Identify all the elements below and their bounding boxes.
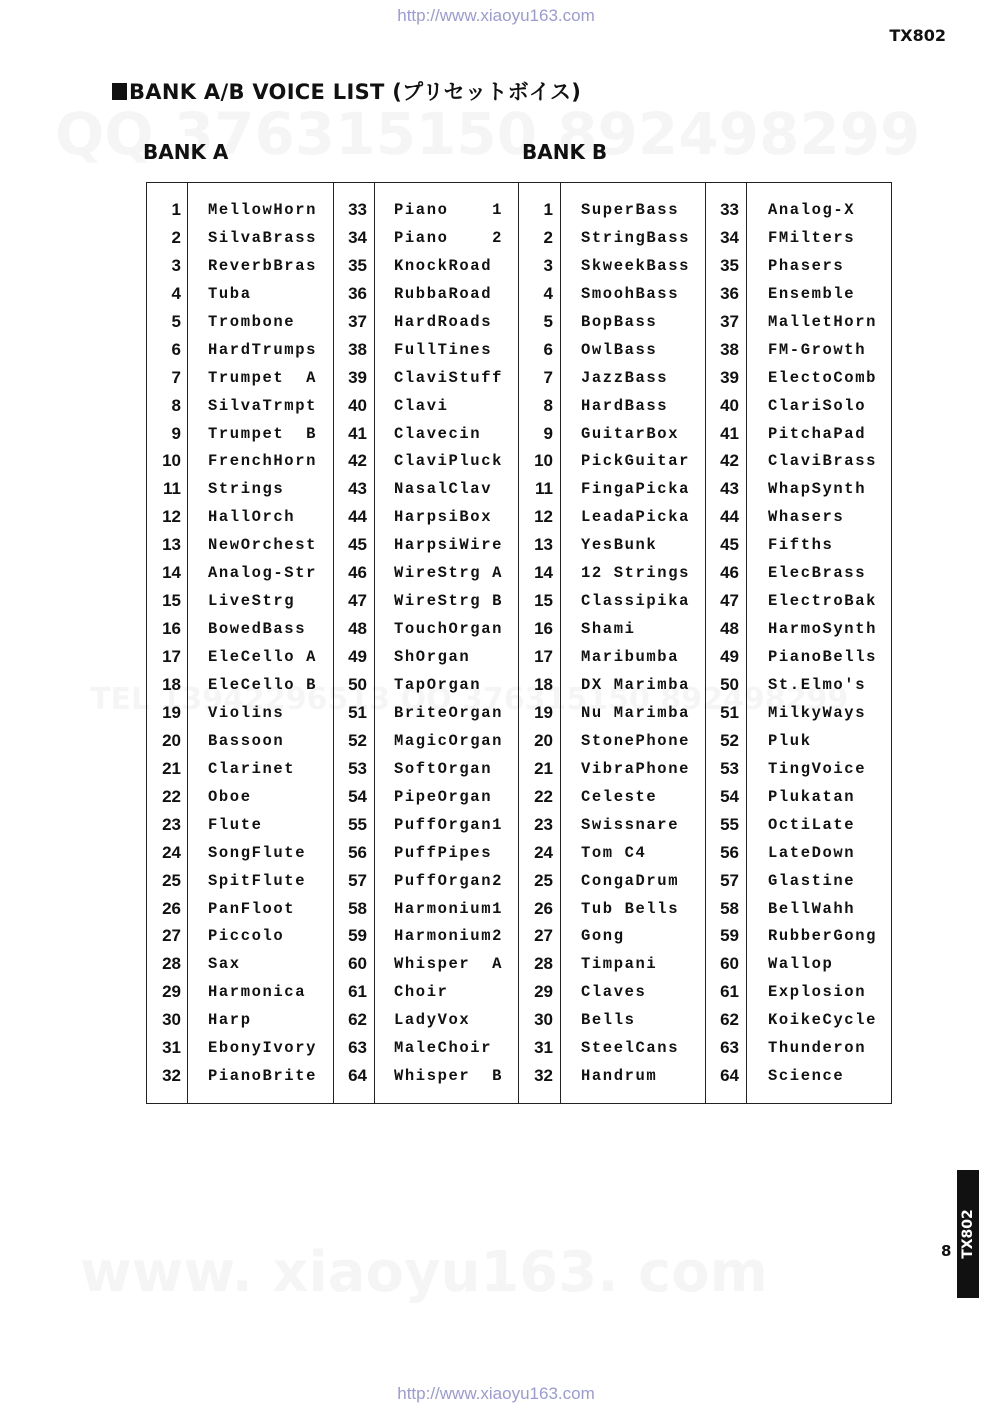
bank-a-voice-name: Piccolo (208, 927, 285, 946)
bank-a-voice-number: 3 (171, 255, 181, 275)
bank-b-voice-name: GuitarBox (581, 424, 680, 443)
bank-a-voice-number: 52 (348, 730, 367, 750)
bank-b-voice-name: HardBass (581, 396, 669, 415)
bank-b-voice-name: Handrum (581, 1067, 658, 1086)
bank-a-voice-number: 42 (348, 451, 367, 471)
bank-b-voice-number: 39 (720, 367, 739, 387)
bank-b-voice-name: ElectroBak (768, 592, 878, 611)
bank-a-voice-number: 41 (348, 423, 367, 443)
bank-b-voice-number: 51 (720, 702, 739, 722)
bank-b-voice-number: 42 (720, 451, 739, 471)
bank-b-voice-number: 45 (720, 535, 739, 555)
bank-a-voice-number: 49 (348, 647, 367, 667)
bank-b-voice-number: 24 (534, 842, 553, 862)
bank-b-voice-number: 4 (543, 283, 553, 303)
bank-a-voice-name: MellowHorn (208, 201, 318, 219)
bank-a-voice-name: EleCello A (208, 648, 318, 667)
bank-b-voice-number: 14 (534, 563, 553, 583)
bank-b-voice-number: 35 (720, 255, 739, 275)
bank-b-voice-name: SuperBass (581, 201, 680, 219)
bank-a-voice-number: 62 (348, 1010, 367, 1030)
bank-a-voice-number: 12 (162, 507, 181, 527)
bank-a-voice-number: 38 (348, 339, 367, 359)
page-number: 8 (941, 1242, 952, 1260)
bank-b-voice-name: ClariSolo (768, 396, 867, 415)
bank-b-voice-number: 41 (720, 423, 739, 443)
bank-b-voice-name: OctiLate (768, 815, 856, 834)
bank-b-voice-name: SteelCans (581, 1039, 680, 1058)
bank-b-voice-number: 27 (534, 926, 553, 946)
bank-a-voice-number: 1 (171, 200, 181, 219)
bank-b-voice-name: JazzBass (581, 368, 669, 387)
column-divider (560, 183, 561, 1103)
bank-a-voice-number: 7 (171, 367, 181, 387)
bank-b-voice-number: 19 (534, 702, 553, 722)
bank-a-voice-name: NasalClav (394, 480, 493, 499)
bank-a-voice-number: 29 (162, 982, 181, 1002)
bank-a-voice-number: 6 (171, 339, 181, 359)
bank-b-voice-name: MilkyWays (768, 703, 867, 722)
bank-a-voice-name: ClaviPluck (394, 452, 504, 471)
voice-list-table (146, 182, 892, 1104)
bank-b-voice-number: 54 (720, 786, 739, 806)
bank-a-voice-name: ShOrgan (394, 648, 471, 667)
bank-a-voice-name: ClaviStuff (394, 368, 504, 387)
bank-b-voice-number: 3 (543, 255, 553, 275)
bank-b-voice-number: 60 (720, 954, 739, 974)
bank-b-heading: BANK B (522, 140, 608, 164)
bank-a-voice-number: 32 (162, 1066, 181, 1086)
bank-a-voice-number: 60 (348, 954, 367, 974)
bank-b-voice-name: OwlBass (581, 340, 658, 359)
bank-a-voice-name: MaleChoir (394, 1039, 493, 1058)
bank-a-voice-name: LadyVox (394, 1011, 471, 1030)
bank-b-voice-number: 61 (720, 982, 739, 1002)
bank-b-voice-number: 38 (720, 339, 739, 359)
bank-b-voice-name: FingaPicka (581, 480, 691, 499)
bank-a-voice-name: Harp (208, 1011, 252, 1030)
bank-a-voice-name: Whisper B (394, 1067, 504, 1086)
bank-a-voice-number: 35 (348, 255, 367, 275)
bank-a-voice-name: FrenchHorn (208, 452, 318, 471)
bank-a-voice-name: SoftOrgan (394, 759, 493, 778)
bank-b-voice-name: StringBass (581, 228, 691, 247)
bank-b-voice-name: MalletHorn (768, 312, 878, 331)
bank-b-voice-name: St.Elmo's (768, 675, 867, 694)
bank-b-voice-name: Thunderon (768, 1039, 867, 1058)
bank-a-voice-number: 21 (162, 758, 181, 778)
bank-b-voice-name: Claves (581, 983, 647, 1002)
bank-a-voice-name: HardTrumps (208, 340, 318, 359)
bullet-square-icon (112, 83, 127, 100)
bank-b-voice-name: Fifths (768, 536, 834, 555)
bank-b-voice-name: Celeste (581, 787, 658, 806)
bank-a-voice-name: HarpsiBox (394, 508, 493, 527)
bank-b-voice-number: 44 (720, 507, 739, 527)
bank-b-voice-name: StonePhone (581, 731, 691, 750)
bank-a-voice-name: SpitFlute (208, 871, 307, 890)
bank-b-voice-number: 28 (534, 954, 553, 974)
bank-b-voice-number: 33 (720, 200, 739, 219)
bank-a-voice-number: 48 (348, 619, 367, 639)
bank-b-voice-number: 23 (534, 814, 553, 834)
bank-a-voice-number: 28 (162, 954, 181, 974)
bank-b-voice-name: ElecBrass (768, 564, 867, 583)
bank-a-voice-number: 13 (162, 535, 181, 555)
bank-b-voice-number: 30 (534, 1010, 553, 1030)
bank-a-voice-name: ReverbBras (208, 256, 318, 275)
bank-b-voice-number: 48 (720, 619, 739, 639)
bank-a-voice-name: Clavi (394, 396, 449, 415)
bank-a-voice-name: LiveStrg (208, 592, 296, 611)
bank-b-voice-number: 11 (535, 479, 553, 499)
bank-a-voice-number: 59 (348, 926, 367, 946)
bank-b-voice-number: 10 (534, 451, 553, 471)
bank-a-heading: BANK A (143, 140, 229, 164)
bank-b-voice-number: 2 (543, 227, 553, 247)
bank-a-voice-number: 55 (348, 814, 367, 834)
bank-b-voice-number: 8 (543, 395, 553, 415)
bank-b-voice-number: 55 (720, 814, 739, 834)
title-text: BANK A/B VOICE LIST (プリセットボイス) (129, 80, 582, 104)
bank-b-voice-name: WhapSynth (768, 480, 867, 499)
bank-a-voice-number: 9 (171, 423, 181, 443)
bank-a-voice-name: BriteOrgan (394, 703, 504, 722)
bank-a-voice-number: 44 (348, 507, 367, 527)
bank-b-voice-number: 21 (534, 758, 553, 778)
column-divider (187, 183, 188, 1103)
bank-a-voice-number: 45 (348, 535, 367, 555)
bank-a-voice-name: TouchOrgan (394, 620, 504, 639)
bank-b-voice-number: 62 (720, 1010, 739, 1030)
page-title (112, 76, 581, 106)
bank-a-voice-number: 20 (162, 730, 181, 750)
bank-b-voice-number: 20 (534, 730, 553, 750)
bank-a-voice-number: 19 (162, 702, 181, 722)
bank-a-voice-name: PanFloot (208, 899, 296, 918)
bank-a-voice-name: Trumpet B (208, 424, 318, 443)
bank-b-voice-number: 29 (534, 982, 553, 1002)
bank-a-voice-number: 51 (348, 702, 367, 722)
bank-a-voice-number: 2 (171, 227, 181, 247)
bank-a-voice-number: 37 (348, 311, 367, 331)
bank-b-voice-number: 17 (534, 647, 553, 667)
bank-b-voice-number: 37 (720, 311, 739, 331)
bank-a-voice-name: Trombone (208, 312, 296, 331)
bank-b-voice-number: 5 (543, 311, 553, 331)
bank-a-voice-name: Piano 1 (394, 201, 504, 219)
bank-b-voice-number: 31 (534, 1038, 553, 1058)
bank-b-voice-number: 56 (720, 842, 739, 862)
bank-a-voice-number: 27 (162, 926, 181, 946)
bank-b-voice-name: Explosion (768, 983, 867, 1002)
bank-a-voice-number: 43 (348, 479, 367, 499)
bank-b-voice-number: 58 (720, 898, 739, 918)
bank-a-voice-number: 58 (348, 898, 367, 918)
bank-b-voice-name: Swissnare (581, 815, 680, 834)
bank-a-voice-number: 57 (348, 870, 367, 890)
bank-b-voice-name: Phasers (768, 256, 845, 275)
bank-a-voice-name: FullTines (394, 340, 493, 359)
bank-b-voice-number: 32 (534, 1066, 553, 1086)
bank-a-voice-number: 46 (348, 563, 367, 583)
bank-a-voice-name: Harmonica (208, 983, 307, 1002)
bank-a-voice-number: 61 (348, 982, 367, 1002)
bank-b-voice-name: Wallop (768, 955, 834, 974)
bank-b-voice-name: LateDown (768, 843, 856, 862)
bank-b-voice-number: 34 (720, 227, 739, 247)
bank-b-voice-name: Tub Bells (581, 899, 680, 918)
bank-b-voice-number: 9 (543, 423, 553, 443)
bank-a-voice-name: PianoBrite (208, 1067, 318, 1086)
bank-a-voice-number: 15 (162, 591, 181, 611)
bank-b-voice-name: LeadaPicka (581, 508, 691, 527)
bank-a-voice-name: Choir (394, 983, 449, 1002)
bank-b-voice-name: BopBass (581, 312, 658, 331)
bank-b-voice-name: BellWahh (768, 899, 856, 918)
bank-a-voice-number: 8 (171, 395, 181, 415)
bank-b-voice-number: 46 (720, 563, 739, 583)
bank-b-voice-name: SmoohBass (581, 284, 680, 303)
bank-a-voice-name: SilvaBrass (208, 228, 318, 247)
bank-a-voice-name: Trumpet A (208, 368, 318, 387)
bank-a-voice-number: 40 (348, 395, 367, 415)
bank-b-voice-name: PitchaPad (768, 424, 867, 443)
bank-a-voice-name: BowedBass (208, 620, 307, 639)
bank-b-voice-name: Tom C4 (581, 843, 647, 862)
bank-b-voice-name: Classipika (581, 592, 691, 611)
bank-a-voice-name: WireStrg A (394, 564, 504, 583)
bank-b-voice-number: 18 (534, 674, 553, 694)
bank-a-voice-number: 26 (162, 898, 181, 918)
bank-a-voice-name: HarpsiWire (394, 536, 504, 555)
bank-b-voice-number: 53 (720, 758, 739, 778)
bank-b-voice-name: PianoBells (768, 648, 878, 667)
bank-a-voice-name: RubbaRoad (394, 284, 493, 303)
bank-a-voice-name: PuffOrgan2 (394, 871, 504, 890)
bank-a-voice-number: 10 (162, 451, 181, 471)
bank-a-voice-number: 54 (348, 786, 367, 806)
bank-b-voice-number: 57 (720, 870, 739, 890)
bank-a-voice-number: 16 (162, 619, 181, 639)
bank-b-voice-number: 36 (720, 283, 739, 303)
site-watermark (80, 1240, 768, 1305)
bank-a-voice-number: 47 (348, 591, 367, 611)
side-tab (957, 1170, 979, 1298)
bank-a-voice-name: Oboe (208, 787, 252, 806)
bank-a-voice-number: 23 (162, 814, 181, 834)
bank-a-voice-number: 22 (162, 786, 181, 806)
bank-a-voice-name: HardRoads (394, 312, 493, 331)
bank-a-voice-name: Harmonium2 (394, 927, 504, 946)
bank-b-voice-name: Maribumba (581, 648, 680, 667)
bank-a-voice-number: 14 (162, 563, 181, 583)
bank-b-voice-number: 13 (534, 535, 553, 555)
bank-b-voice-name: Pluk (768, 731, 812, 750)
bank-b-voice-number: 43 (720, 479, 739, 499)
bank-b-voice-number: 50 (720, 674, 739, 694)
bank-b-voice-number: 47 (720, 591, 739, 611)
bank-a-voice-number: 5 (171, 311, 181, 331)
bank-b-voice-name: Science (768, 1067, 845, 1086)
bank-a-voice-name: NewOrchest (208, 536, 318, 555)
bank-a-voice-number: 25 (162, 870, 181, 890)
bank-a-voice-name: Bassoon (208, 731, 285, 750)
bank-a-voice-number: 18 (162, 674, 181, 694)
bank-a-voice-name: Whisper A (394, 955, 504, 974)
url-watermark-top: http://www.xiaoyu163.com (397, 6, 595, 25)
bank-a-voice-number: 4 (171, 283, 181, 303)
bank-a-voice-name: Violins (208, 703, 285, 722)
bank-b-voice-number: 49 (720, 647, 739, 667)
bank-b-voice-name: Glastine (768, 871, 856, 890)
bank-b-voice-name: HarmoSynth (768, 620, 878, 639)
bank-b-voice-name: Bells (581, 1011, 636, 1030)
bank-b-voice-name: FM-Growth (768, 340, 867, 359)
bank-a-voice-name: HallOrch (208, 508, 296, 527)
bank-a-voice-name: Harmonium1 (394, 899, 504, 918)
bank-b-voice-name: ElectoComb (768, 368, 878, 387)
bank-a-voice-number: 11 (163, 479, 181, 499)
bank-b-voice-number: 22 (534, 786, 553, 806)
bank-a-voice-name: SilvaTrmpt (208, 396, 318, 415)
bank-b-voice-name: ClaviBrass (768, 452, 878, 471)
bank-a-voice-name: PuffOrgan1 (394, 815, 504, 834)
bank-b-voice-name: Ensemble (768, 284, 856, 303)
bank-a-voice-number: 56 (348, 842, 367, 862)
bank-a-voice-number: 30 (162, 1010, 181, 1030)
bank-b-voice-number: 7 (543, 367, 553, 387)
bank-b-voice-name: CongaDrum (581, 871, 680, 890)
bank-b-voice-number: 1 (543, 200, 553, 219)
bank-a-voice-name: Analog-Str (208, 564, 318, 583)
bank-a-voice-name: Flute (208, 815, 263, 834)
bank-a-voice-name: TapOrgan (394, 675, 482, 694)
bank-a-voice-name: Clarinet (208, 759, 296, 778)
bank-b-voice-name: Whasers (768, 508, 845, 527)
bank-a-voice-name: EbonyIvory (208, 1039, 318, 1058)
bank-a-voice-name: MagicOrgan (394, 731, 504, 750)
bank-a-voice-name: WireStrg B (394, 592, 504, 611)
bank-b-voice-name: FMilters (768, 228, 856, 247)
bank-a-voice-number: 64 (348, 1066, 367, 1086)
bank-a-voice-number: 53 (348, 758, 367, 778)
bank-a-voice-name: EleCello B (208, 675, 318, 694)
bank-a-voice-name: KnockRoad (394, 256, 493, 275)
bank-a-voice-number: 50 (348, 674, 367, 694)
side-tab-label: TX802 (960, 1209, 976, 1259)
bank-b-voice-name: Shami (581, 620, 636, 639)
bank-a-voice-name: Sax (208, 955, 241, 974)
bank-b-voice-name: Gong (581, 927, 625, 946)
bank-b-voice-name: VibraPhone (581, 759, 691, 778)
bank-b-voice-name: 12 Strings (581, 564, 691, 583)
bank-b-voice-name: Nu Marimba (581, 703, 691, 722)
bank-a-voice-number: 63 (348, 1038, 367, 1058)
bank-a-voice-number: 31 (162, 1038, 181, 1058)
bank-b-voice-name: TingVoice (768, 759, 867, 778)
bank-a-voice-name: Clavecin (394, 424, 482, 443)
bank-b-voice-name: Plukatan (768, 787, 856, 806)
bank-b-voice-number: 16 (534, 619, 553, 639)
model-label: TX802 (889, 26, 946, 45)
column-divider (374, 183, 375, 1103)
bank-b-voice-number: 6 (543, 339, 553, 359)
bank-a-voice-name: Piano 2 (394, 228, 504, 247)
bank-b-voice-number: 25 (534, 870, 553, 890)
bank-b-voice-number: 52 (720, 730, 739, 750)
bank-b-voice-name: DX Marimba (581, 675, 691, 694)
bank-a-voice-number: 36 (348, 283, 367, 303)
bank-b-voice-number: 59 (720, 926, 739, 946)
bank-b-voice-name: Timpani (581, 955, 658, 974)
bank-b-voice-name: PickGuitar (581, 452, 691, 471)
url-watermark-bottom: http://www.xiaoyu163.com (397, 1384, 595, 1403)
column-divider (746, 183, 747, 1103)
bank-a-voice-name: Strings (208, 480, 285, 499)
bank-b-voice-name: Analog-X (768, 201, 856, 219)
bank-b-voice-name: RubberGong (768, 927, 878, 946)
bank-b-voice-name: SkweekBass (581, 256, 691, 275)
bank-b-voice-number: 26 (534, 898, 553, 918)
bank-a-voice-number: 24 (162, 842, 181, 862)
bank-a-voice-name: PipeOrgan (394, 787, 493, 806)
bank-b-voice-number: 64 (720, 1066, 739, 1086)
bank-a-voice-name: SongFlute (208, 843, 307, 862)
bank-b-voice-name: KoikeCycle (768, 1011, 878, 1030)
bank-a-voice-number: 17 (162, 647, 181, 667)
bank-a-voice-number: 34 (348, 227, 367, 247)
bank-a-voice-name: PuffPipes (394, 843, 493, 862)
bank-a-voice-name: Tuba (208, 284, 252, 303)
bank-b-voice-number: 15 (534, 591, 553, 611)
bank-a-voice-number: 33 (348, 200, 367, 219)
bank-b-voice-number: 63 (720, 1038, 739, 1058)
bank-b-voice-number: 12 (534, 507, 553, 527)
bank-b-voice-number: 40 (720, 395, 739, 415)
bank-b-voice-name: YesBunk (581, 536, 658, 555)
bank-a-voice-number: 39 (348, 367, 367, 387)
